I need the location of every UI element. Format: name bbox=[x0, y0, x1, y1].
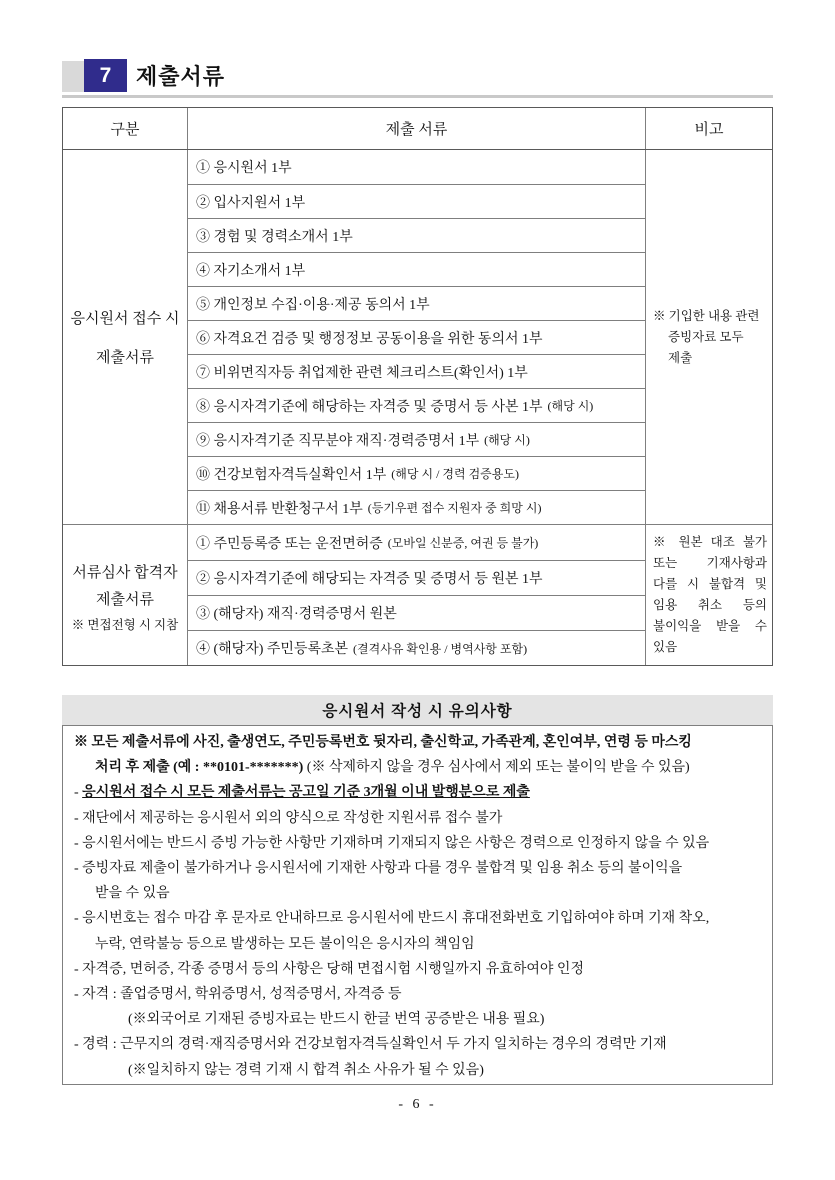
table-row bbox=[188, 218, 645, 252]
document-text: ① 응시원서 1부 bbox=[196, 161, 292, 176]
notice-line bbox=[74, 932, 764, 957]
group-label-passers bbox=[63, 525, 188, 665]
notice-line-text: - 재단에서 제공하는 응시원서 외의 양식으로 작성한 지원서류 접수 불가 bbox=[74, 810, 503, 826]
notice-line-text: - 응시번호는 접수 마감 후 문자로 안내하므로 응시원서에 반드시 휴대전화번호 기입하여야 하며 기재 착오, bbox=[74, 911, 710, 927]
notice-line-text: 처리 후 제출 (예 : **0101-*******) bbox=[95, 760, 307, 776]
header-lead-bar bbox=[62, 61, 84, 92]
document-note: (해당 시) bbox=[547, 399, 594, 413]
notice-line-text: 누락, 연락불능 등으로 발생하는 모든 불이익은 응시자의 책임임 bbox=[95, 936, 475, 952]
document-text: ⑧ 응시자격기준에 해당하는 자격증 및 증명서 등 사본 1부 bbox=[196, 399, 543, 415]
table-row bbox=[188, 630, 645, 665]
table-row bbox=[188, 490, 645, 524]
notice-line-text: (※일치하지 않는 경력 기재 시 합격 취소 사유가 될 수 있음) bbox=[128, 1062, 484, 1078]
notice-line-text: ※ 모든 제출서류에 사진, 출생연도, 주민등록번호 뒷자리, 출신학교, 가족관계, 혼인여부, 연령 등 마스킹 bbox=[74, 735, 692, 750]
table-row bbox=[188, 422, 645, 456]
document-text: ② 입사지원서 1부 bbox=[196, 195, 306, 211]
table-row bbox=[188, 354, 645, 388]
group-label-line: 응시원서 접수 시 bbox=[70, 311, 180, 327]
notice-line-text: - 경력 : 근무지의 경력·재직증명서와 건강보험자격득실확인서 두 가지 일치하는 경우의 경력만 기재 bbox=[74, 1037, 667, 1053]
table-row bbox=[188, 320, 645, 354]
document-text: ⑪ 채용서류 반환청구서 1부 bbox=[196, 501, 363, 517]
notice-line bbox=[74, 755, 764, 780]
notice-line-text: - 자격증, 면허증, 각종 증명서 등의 사항은 당해 면접시험 시행일까지 유효하여야 인정 bbox=[74, 961, 584, 977]
document-note: (해당 시) bbox=[484, 433, 530, 447]
notice-line bbox=[74, 780, 764, 805]
notice-line bbox=[74, 831, 764, 856]
document-text: ③ (해당자) 재직·경력증명서 원본 bbox=[196, 607, 397, 622]
group-label-subnote: ※ 면접전형 시 지참 bbox=[71, 617, 179, 632]
document-text: ⑦ 비위면직자등 취업제한 관련 체크리스트(확인서) 1부 bbox=[196, 365, 528, 381]
notice-line bbox=[74, 906, 764, 931]
section-header bbox=[62, 59, 773, 92]
notice-line bbox=[74, 881, 764, 906]
notice-line-text: (※외국어로 기재된 증빙자료는 반드시 한글 번역 공증받은 내용 필요) bbox=[128, 1012, 545, 1028]
table-row bbox=[188, 525, 645, 560]
notice-line-text: 응시원서 접수 시 모든 제출서류는 공고일 기준 3개월 이내 발행분으로 제출 bbox=[82, 785, 530, 801]
documents-table bbox=[62, 107, 773, 666]
table-row bbox=[188, 388, 645, 422]
notice-line-tail: (※ 삭제하지 않을 경우 심사에서 제외 또는 불이익 받을 수 있음) bbox=[306, 760, 690, 776]
column-header-documents: 제출 서류 bbox=[188, 108, 646, 149]
table-row bbox=[188, 456, 645, 490]
table-row bbox=[188, 150, 645, 184]
table-row bbox=[188, 286, 645, 320]
document-text: ② 응시자격기준에 해당되는 자격증 및 증명서 등 원본 1부 bbox=[196, 572, 543, 587]
document-text: ⑨ 응시자격기준 직무분야 재직·경력증명서 1부 bbox=[196, 433, 480, 449]
document-note: (모바일 신분증, 여권 등 불가) bbox=[387, 536, 539, 550]
table-row bbox=[188, 252, 645, 286]
notice-title: 응시원서 작성 시 유의사항 bbox=[62, 695, 773, 725]
group-remark-passers: ※ 원본 대조 불가 또는 기재사항과 다를 시 불합격 및 임용 취소 등의 불이익을 받을 수 있음 bbox=[653, 535, 767, 654]
notice-line bbox=[74, 1007, 764, 1032]
notice-line bbox=[74, 1032, 764, 1057]
group-label-line: 제출서류 bbox=[96, 591, 154, 608]
notice-line bbox=[74, 730, 764, 755]
table-group-application-submission bbox=[63, 150, 772, 524]
document-list-application bbox=[188, 150, 646, 524]
notice-body bbox=[62, 725, 773, 1085]
section-title: 제출서류 bbox=[136, 64, 226, 89]
notice-line-text: - 응시원서에는 반드시 증빙 가능한 사항만 기재하며 기재되지 않은 사항은 경력으로 인정하지 않을 수 있음 bbox=[74, 835, 710, 851]
document-text: ④ (해당자) 주민등록초본 bbox=[196, 642, 349, 657]
table-row bbox=[188, 595, 645, 630]
document-list-passers bbox=[188, 525, 646, 665]
document-text: ⑩ 건강보험자격득실확인서 1부 bbox=[196, 467, 387, 483]
table-row bbox=[188, 184, 645, 218]
document-text: ① 주민등록증 또는 운전면허증 bbox=[196, 536, 383, 552]
notice-line bbox=[74, 982, 764, 1007]
document-note: (등기우편 접수 지원자 중 희망 시) bbox=[367, 501, 542, 515]
table-header-row bbox=[63, 108, 772, 150]
table-group-passers-submission bbox=[63, 524, 772, 665]
group-remark-application: ※ 기입한 내용 관련 증빙자료 모두 제출 bbox=[653, 308, 760, 365]
notice-line-text: - 증빙자료 제출이 불가하거나 응시원서에 기재한 사항과 다를 경우 불합격 및 임용 취소 등의 불이익을 bbox=[74, 861, 683, 877]
notice-line bbox=[74, 806, 764, 831]
column-header-category: 구분 bbox=[63, 108, 188, 149]
group-label-application bbox=[63, 150, 188, 524]
notice-line-text: 받을 수 있음 bbox=[95, 886, 170, 902]
notice-line bbox=[74, 957, 764, 982]
header-rule bbox=[62, 95, 773, 98]
notice-line-prefix: - bbox=[74, 785, 83, 801]
group-label-line: 서류심사 합격자 bbox=[72, 564, 178, 581]
document-note: (결격사유 확인용 / 병역사항 포함) bbox=[353, 641, 528, 656]
notice-line-text: - 자격 : 졸업증명서, 학위증명서, 성적증명서, 자격증 등 bbox=[74, 987, 402, 1003]
notice-line bbox=[74, 856, 764, 881]
document-text: ④ 자기소개서 1부 bbox=[196, 263, 306, 279]
notice-line bbox=[74, 1058, 764, 1083]
document-note: (해당 시 / 경력 검증용도) bbox=[391, 467, 519, 481]
document-text: ③ 경험 및 경력소개서 1부 bbox=[196, 229, 353, 245]
page-number: - 6 - bbox=[398, 1097, 437, 1112]
document-text: ⑤ 개인정보 수집·이용·제공 동의서 1부 bbox=[196, 297, 430, 313]
section-number-badge: 7 bbox=[84, 59, 127, 92]
column-header-note: 비고 bbox=[694, 122, 724, 138]
table-row bbox=[188, 560, 645, 595]
document-text: ⑥ 자격요건 검증 및 행정정보 공동이용을 위한 동의서 1부 bbox=[196, 331, 543, 347]
group-label-line: 제출서류 bbox=[96, 350, 154, 366]
